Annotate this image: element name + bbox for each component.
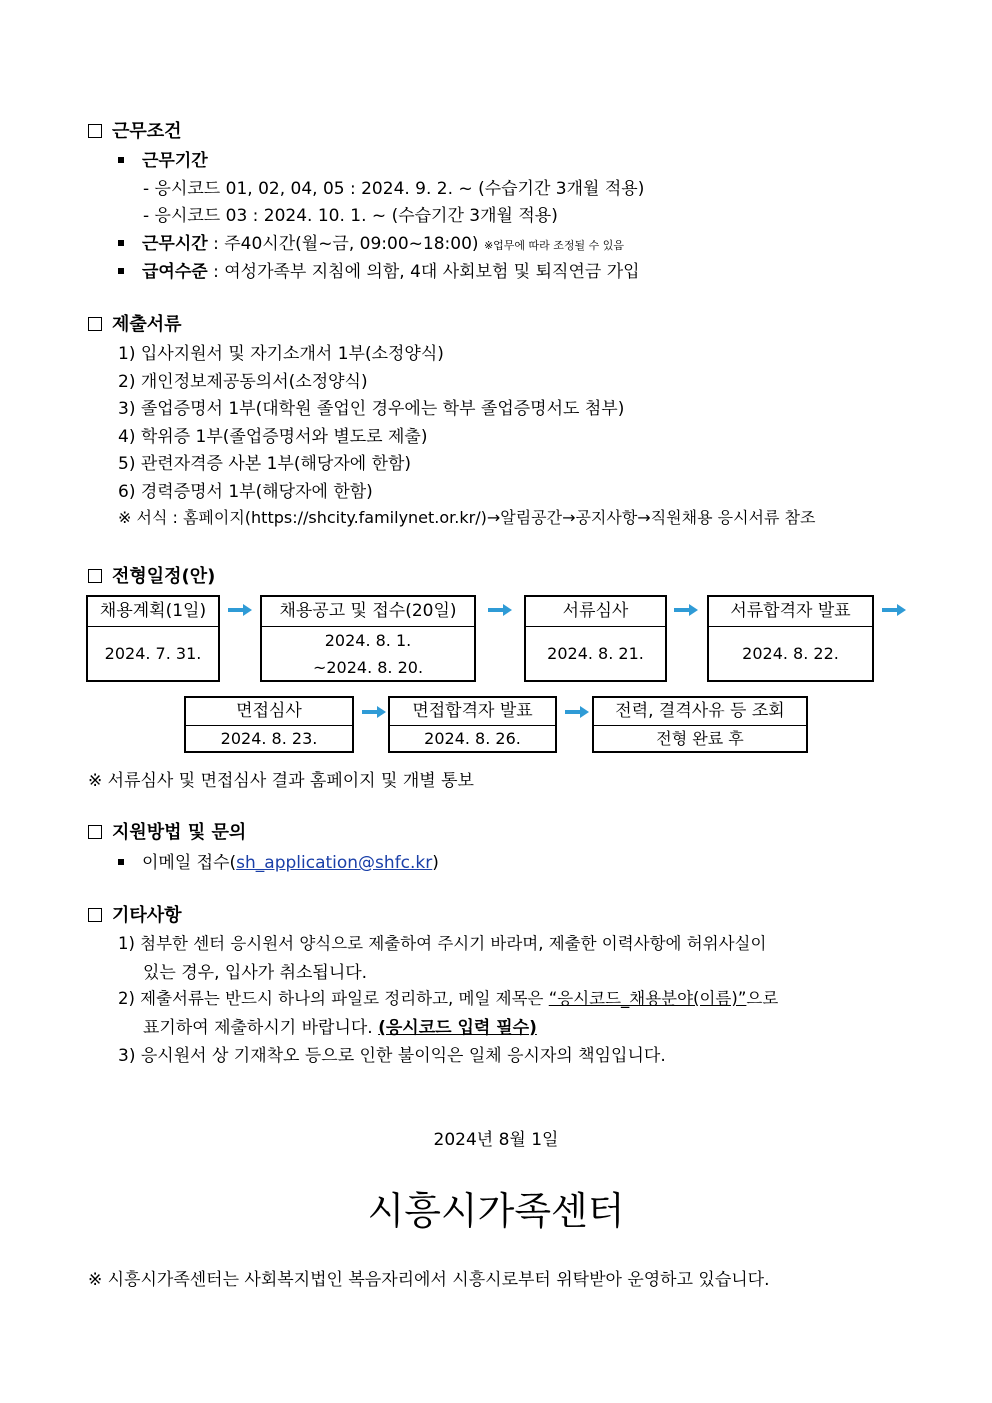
docs-form-note: ※ 서식 : 홈페이지(https://shcity.familynet.or.kr/)→알림공간→공지사항→직원채용 응시서류 참조	[118, 508, 816, 527]
right-arrow-icon	[487, 602, 513, 618]
schedule-step-date: 2024. 8. 21.	[547, 644, 644, 663]
docs-item: 2) 개인정보제공동의서(소정양식)	[118, 372, 368, 392]
organization-name: 시흥시가족센터	[367, 1189, 625, 1233]
right-arrow-icon	[673, 602, 699, 618]
section-title-work: 근무조건	[88, 117, 182, 143]
schedule-step-label: 서류합격자 발표	[709, 597, 872, 627]
schedule-step-date-end: ~2024. 8. 20.	[312, 658, 424, 677]
schedule-step-date: 전형 완료 후	[656, 729, 744, 748]
etc-item-1: 1) 첨부한 센터 응시원서 양식으로 제출하여 주시기 바라며, 제출한 이력사항에 허위사실이	[118, 934, 767, 953]
bullet-icon	[118, 240, 124, 246]
schedule-step-label: 서류심사	[526, 597, 665, 627]
bullet-icon	[118, 268, 124, 274]
docs-item: 3) 졸업증명서 1부(대학원 졸업인 경우에는 학부 졸업증명서도 첨부)	[118, 399, 625, 419]
schedule-step-date: 2024. 8. 23.	[220, 729, 318, 748]
right-arrow-icon	[361, 704, 387, 720]
schedule-step-label: 면접심사	[186, 698, 352, 726]
section-title-schedule: 전형일정(안)	[88, 562, 215, 588]
schedule-step-box	[388, 696, 557, 753]
right-arrow-icon	[227, 602, 253, 618]
work-period-item: 근무기간	[118, 146, 208, 171]
docs-item: 4) 학위증 1부(졸업증명서와 별도로 제출)	[118, 427, 428, 447]
section-title-apply: 지원방법 및 문의	[88, 818, 246, 844]
checkbox-square-icon	[88, 825, 102, 839]
schedule-step-date: 2024. 8. 26.	[424, 729, 521, 748]
schedule-step-label: 면접합격자 발표	[390, 698, 555, 726]
docs-item: 1) 입사지원서 및 자기소개서 1부(소정양식)	[118, 344, 444, 364]
docs-item: 5) 관련자격증 사본 1부(해당자에 한함)	[118, 454, 412, 474]
schedule-step-date: 2024. 8. 22.	[742, 644, 839, 663]
apply-email-item: 이메일 접수(sh_application@shfc.kr)	[118, 848, 439, 873]
etc-item-1-cont: 있는 경우, 입사가 취소됩니다.	[143, 963, 368, 983]
checkbox-square-icon	[88, 317, 102, 331]
schedule-step-box	[592, 696, 808, 753]
etc-item-2: 2) 제출서류는 반드시 하나의 파일로 정리하고, 메일 제목은 “응시코드_채용분야(이름)”으로	[118, 989, 779, 1008]
section-title-etc: 기타사항	[88, 901, 182, 927]
bullet-icon	[118, 157, 124, 163]
section-title-docs: 제출서류	[88, 310, 182, 336]
right-arrow-icon	[564, 704, 590, 720]
checkbox-square-icon	[88, 908, 102, 922]
etc-item-2-cont: 표기하여 제출하시기 바랍니다. (응시코드 입력 필수)	[143, 1018, 537, 1038]
schedule-step-date: 2024. 7. 31.	[104, 644, 202, 663]
footer-note: ※ 시흥시가족센터는 사회복지법인 복음자리에서 시흥시로부터 위탁받아 운영하고 있습니다.	[88, 1270, 770, 1290]
bullet-icon	[118, 859, 124, 865]
issue-date: 2024년 8월 1일	[433, 1130, 559, 1150]
schedule-step-box	[524, 595, 667, 682]
work-period-line-2: - 응시코드 03 : 2024. 10. 1. ~ (수습기간 3개월 적용)	[143, 206, 558, 226]
work-pay-item: 급여수준 : 여성가족부 지침에 의함, 4대 사회보험 및 퇴직연금 가입	[118, 257, 640, 282]
schedule-step-box	[184, 696, 354, 753]
etc-item-3: 3) 응시원서 상 기재착오 등으로 인한 불이익은 일체 응시자의 책임입니다.	[118, 1046, 666, 1066]
schedule-step-box	[86, 595, 220, 682]
schedule-step-label: 채용공고 및 접수(20일)	[262, 597, 474, 627]
right-arrow-icon	[881, 602, 907, 618]
checkbox-square-icon	[88, 124, 102, 138]
checkbox-square-icon	[88, 569, 102, 583]
docs-item: 6) 경력증명서 1부(해당자에 한함)	[118, 482, 373, 502]
schedule-step-label: 채용계획(1일)	[88, 597, 218, 627]
email-link[interactable]: sh_application@shfc.kr	[236, 853, 433, 873]
schedule-step-date: 2024. 8. 1.	[324, 631, 412, 650]
schedule-step-label: 전력, 결격사유 등 조회	[594, 698, 806, 726]
schedule-note: ※ 서류심사 및 면접심사 결과 홈페이지 및 개별 통보	[88, 771, 474, 791]
work-hours-item: 근무시간 : 주40시간(월~금, 09:00~18:00) ※업무에 따라 조정될 수 있음	[118, 229, 624, 254]
schedule-step-box	[707, 595, 874, 682]
schedule-step-box	[260, 595, 476, 682]
work-period-line-1: - 응시코드 01, 02, 04, 05 : 2024. 9. 2. ~ (수습기간 3개월 적용)	[143, 179, 645, 199]
